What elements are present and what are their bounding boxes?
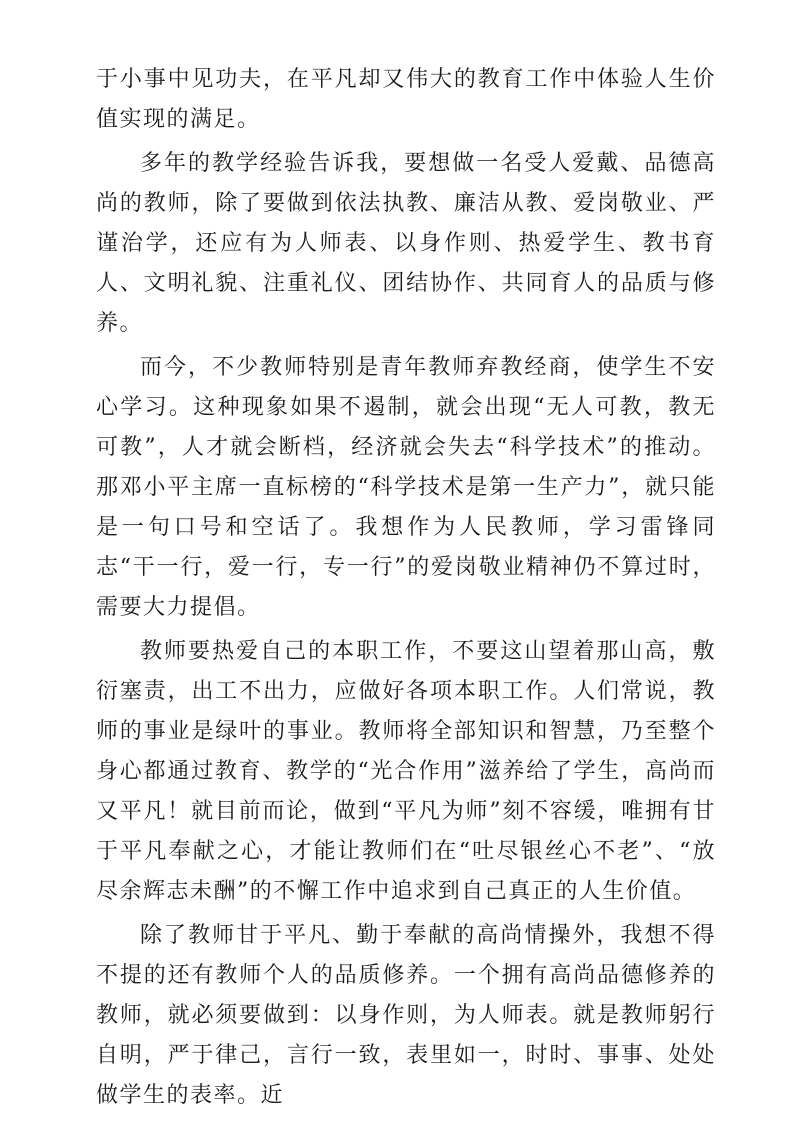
- paragraph: 教师要热爱自己的本职工作，不要这山望着那山高，敷衍塞责，出工不出力，应做好各项本职工作。人们常说，教师的事业是绿叶的事业。教师将全部知识和智慧，乃至整个身心都通过教育、教学的“光合作用”滋养给了学生，高尚而又平凡！就目前而论，做到“平凡为师”刻不容缓，唯拥有甘于平凡奉献之心，才能让教师们在“吐尽银丝心不老”、“放尽余辉志未酬”的不懈工作中追求到自己真正的人生价值。: [96, 639, 716, 904]
- paragraph: 而今，不少教师特别是青年教师弃教经商，使学生不安心学习。这种现象如果不遏制，就会出现“无人可教，教无可教”，人才就会断档，经济就会失去“科学技术”的推动。那邓小平主席一直标榜的“科学技术是第一生产力”，就只能是一句口号和空话了。我想作为人民教师，学习雷锋同志“干一行，爱一行，专一行”的爱岗敬业精神仍不算过时，需要大力提倡。: [96, 355, 716, 620]
- paragraph: 除了教师甘于平凡、勤于奉献的高尚情操外，我想不得不提的还有教师个人的品质修养。一个拥有高尚品德修养的教师，就必须要做到：以身作则，为人师表。就是教师躬行自明，严于律己，言行一致，表里如一，时时、事事、处处做学生的表率。近: [96, 923, 716, 1108]
- paragraph-continuation: 于小事中见功夫，在平凡却又伟大的教育工作中体验人生价值实现的满足。: [96, 67, 716, 132]
- document-body: [96, 60, 716, 1120]
- paragraph: 多年的教学经验告诉我，要想做一名受人爱戴、品德高尚的教师，除了要做到依法执教、廉洁从教、爱岗敬业、严谨治学，还应有为人师表、以身作则、热爱学生、教书育人、文明礼貌、注重礼仪、团结协作、共同育人的品质与修养。: [96, 151, 716, 336]
